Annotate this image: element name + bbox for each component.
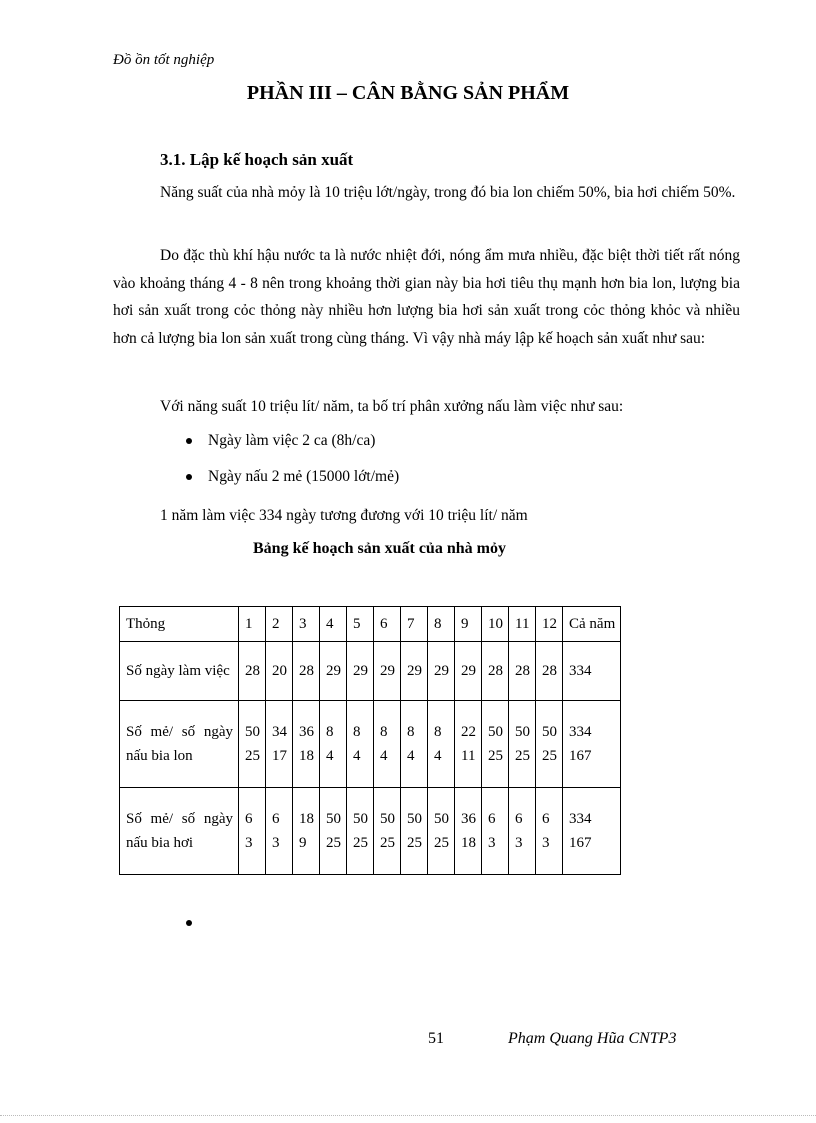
footer-author: Phạm Quang Hũa CNTP3 xyxy=(508,1030,677,1047)
day-count: 25 xyxy=(407,835,422,851)
day-count: 167 xyxy=(569,835,592,851)
batch-count: 8 xyxy=(434,724,442,740)
day-count: 25 xyxy=(380,835,395,851)
table-cell xyxy=(455,788,482,875)
batch-count: 36 xyxy=(461,811,476,827)
table-cell: 28 xyxy=(509,642,536,701)
table-cell xyxy=(374,788,401,875)
header-month: 10 xyxy=(482,607,509,642)
batch-count: 334 xyxy=(569,811,592,827)
table-cell xyxy=(428,788,455,875)
table-cell xyxy=(401,701,428,788)
day-count: 25 xyxy=(515,748,530,764)
day-count: 18 xyxy=(299,748,314,764)
day-count: 3 xyxy=(488,835,496,851)
day-count: 3 xyxy=(542,835,550,851)
header-month: 12 xyxy=(536,607,563,642)
batch-count: 50 xyxy=(245,724,260,740)
paragraph-climate: Do đặc thù khí hậu nước ta là nước nhiệt đới, nóng ẩm mưa nhiều, đặc biệt thời tiết rất nóng vào khoảng tháng 4 - 8 nên trong khoảng thời gian này bia hơi tiêu thụ mạnh hơn bia lon, lượng bia hơi sản xuất trong cỏc thỏng này nhiều hơn lượng bia hơi sản xuất trong cỏc thỏng khỏc và nhiều hơn cả lượng bia lon sản xuất trong cùng tháng. Vì vậy nhà máy lập kế hoạch sản xuất như sau: xyxy=(113,247,740,347)
batch-count: 50 xyxy=(542,724,557,740)
paragraph-workshop: Với năng suất 10 triệu lít/ năm, ta bố trí phân xưởng nấu làm việc như sau: xyxy=(160,398,624,415)
table-cell xyxy=(482,701,509,788)
paragraph-capacity: Năng suất của nhà mỏy là 10 triệu lớt/ngày, trong đó bia lon chiếm 50%, bia hơi chiếm 50%. xyxy=(160,184,736,201)
table-row xyxy=(120,701,621,788)
header-month: 6 xyxy=(374,607,401,642)
table-cell xyxy=(482,788,509,875)
page-bottom-divider xyxy=(0,1115,816,1116)
header-month: 7 xyxy=(401,607,428,642)
batch-count: 22 xyxy=(461,724,476,740)
table-cell xyxy=(509,701,536,788)
header-month: 9 xyxy=(455,607,482,642)
batch-count: 50 xyxy=(353,811,368,827)
header-note: Đồ ồn tốt nghiệp xyxy=(113,52,215,68)
table-header-row xyxy=(120,607,621,642)
table-cell: 29 xyxy=(347,642,374,701)
table-cell: 29 xyxy=(455,642,482,701)
production-plan-table xyxy=(119,606,621,875)
header-total: Cả năm xyxy=(563,607,621,642)
day-count: 25 xyxy=(542,748,557,764)
table-cell xyxy=(239,788,266,875)
table-cell: 28 xyxy=(239,642,266,701)
table-cell xyxy=(320,701,347,788)
table-cell xyxy=(455,701,482,788)
header-month: 3 xyxy=(293,607,320,642)
batch-count: 6 xyxy=(488,811,496,827)
batch-count: 50 xyxy=(515,724,530,740)
batch-count: 6 xyxy=(272,811,280,827)
table-cell: 28 xyxy=(536,642,563,701)
header-month: 8 xyxy=(428,607,455,642)
table-cell xyxy=(509,788,536,875)
bullet-item-batches: Ngày nấu 2 mẻ (15000 lớt/mẻ) xyxy=(160,464,399,500)
batch-count: 36 xyxy=(299,724,314,740)
row-label: Số ngày làm việc xyxy=(120,642,239,701)
table-cell xyxy=(266,701,293,788)
day-count: 25 xyxy=(326,835,341,851)
table-cell: 29 xyxy=(401,642,428,701)
section-title: 3.1. Lập kế hoạch sản xuất xyxy=(160,150,354,169)
day-count: 4 xyxy=(326,748,334,764)
batch-count: 6 xyxy=(515,811,523,827)
batch-count: 50 xyxy=(407,811,422,827)
day-count: 3 xyxy=(515,835,523,851)
table-cell xyxy=(266,788,293,875)
batch-count: 334 xyxy=(569,724,592,740)
empty-bullet-icon xyxy=(186,920,192,926)
day-count: 17 xyxy=(272,748,287,764)
day-count: 9 xyxy=(299,835,307,851)
batch-count: 50 xyxy=(488,724,503,740)
day-count: 4 xyxy=(380,748,388,764)
day-count: 167 xyxy=(569,748,592,764)
day-count: 4 xyxy=(407,748,415,764)
header-month: 4 xyxy=(320,607,347,642)
batch-count: 8 xyxy=(380,724,388,740)
bullet-list xyxy=(160,428,399,500)
table-cell xyxy=(320,788,347,875)
row-label: Số mẻ/ số ngày nấu bia hơi xyxy=(120,788,239,875)
batch-count: 34 xyxy=(272,724,287,740)
day-count: 25 xyxy=(353,835,368,851)
table-cell xyxy=(428,701,455,788)
table-row xyxy=(120,788,621,875)
table-cell xyxy=(239,701,266,788)
header-month: 2 xyxy=(266,607,293,642)
batch-count: 6 xyxy=(542,811,550,827)
table-cell: 28 xyxy=(293,642,320,701)
table-cell xyxy=(536,788,563,875)
table-cell: 29 xyxy=(428,642,455,701)
batch-count: 8 xyxy=(353,724,361,740)
table-cell xyxy=(536,701,563,788)
day-count: 18 xyxy=(461,835,476,851)
table-cell: 28 xyxy=(482,642,509,701)
table-cell-total: 334 xyxy=(563,642,621,701)
day-count: 4 xyxy=(434,748,442,764)
day-count: 11 xyxy=(461,748,476,764)
batch-count: 8 xyxy=(407,724,415,740)
table-cell xyxy=(347,788,374,875)
table-row xyxy=(120,642,621,701)
day-count: 3 xyxy=(245,835,253,851)
day-count: 25 xyxy=(434,835,449,851)
table-cell xyxy=(374,701,401,788)
table-cell: 20 xyxy=(266,642,293,701)
header-month-label: Thỏng xyxy=(120,607,239,642)
batch-count: 50 xyxy=(326,811,341,827)
table-cell-total xyxy=(563,788,621,875)
table-caption: Bảng kế hoạch sản xuất của nhà mỏy xyxy=(253,540,506,557)
table-cell: 29 xyxy=(320,642,347,701)
batch-count: 50 xyxy=(434,811,449,827)
table-cell xyxy=(293,788,320,875)
table-cell-total xyxy=(563,701,621,788)
table-cell xyxy=(347,701,374,788)
table-cell: 29 xyxy=(374,642,401,701)
part-title: PHẦN III – CÂN BẰNG SẢN PHẨM xyxy=(246,82,570,104)
table-cell xyxy=(401,788,428,875)
batch-count: 50 xyxy=(380,811,395,827)
day-count: 25 xyxy=(245,748,260,764)
table-cell xyxy=(293,701,320,788)
day-count: 25 xyxy=(488,748,503,764)
header-month: 1 xyxy=(239,607,266,642)
bullet-item-shifts: Ngày làm việc 2 ca (8h/ca) xyxy=(160,428,399,464)
paragraph-working-days: 1 năm làm việc 334 ngày tương đương với 10 triệu lít/ năm xyxy=(160,507,528,524)
day-count: 4 xyxy=(353,748,361,764)
day-count: 3 xyxy=(272,835,280,851)
batch-count: 18 xyxy=(299,811,314,827)
row-label: Số mẻ/ số ngày nấu bia lon xyxy=(120,701,239,788)
header-month: 11 xyxy=(509,607,536,642)
batch-count: 6 xyxy=(245,811,253,827)
header-month: 5 xyxy=(347,607,374,642)
page-number: 51 xyxy=(428,1030,444,1047)
batch-count: 8 xyxy=(326,724,334,740)
